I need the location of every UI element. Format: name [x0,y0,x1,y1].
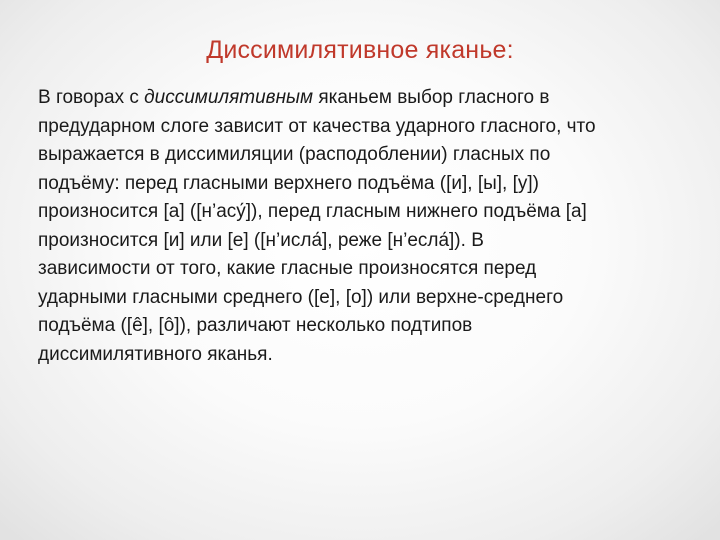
text-segment: яканьем выбор гласного в [313,87,550,108]
text-line [38,255,678,284]
text-segment: произносится [а] ([н’асу́]), перед гласным нижнего подъёма [а] [38,201,587,222]
text-line [38,284,678,313]
text-line [38,170,678,199]
slide-body [38,84,678,369]
text-line [38,84,678,113]
text-line [38,312,678,341]
text-segment: предударном слоге зависит от качества ударного гласного, что [38,115,596,137]
text-line [38,227,678,256]
text-segment: диссимилятивного яканья. [38,343,273,365]
text-segment: подъёму: перед гласными верхнего подъёма ([и], [ы], [у]) [38,172,539,194]
text-segment: ударными гласными среднего ([е], [о]) или верхне-среднего [38,286,564,308]
text-segment: выражается в диссимиляции (расподоблении) гласных по [38,144,551,165]
text-line [38,198,678,227]
text-line [38,141,678,170]
slide-title: Диссимилятивное яканье: [206,36,514,64]
text-segment: произносится [и] или [е] ([н’исла́], реже [н’есла́]). В [38,229,484,251]
text-line [38,113,678,142]
text-segment: В говорах с [38,87,145,108]
text-segment: зависимости от того, какие гласные произносятся перед [38,258,537,279]
italic-term: диссимилятивным [144,87,314,108]
text-segment: подъёма ([ê], [ô]), различают несколько подтипов [38,315,473,336]
text-line [38,341,678,370]
